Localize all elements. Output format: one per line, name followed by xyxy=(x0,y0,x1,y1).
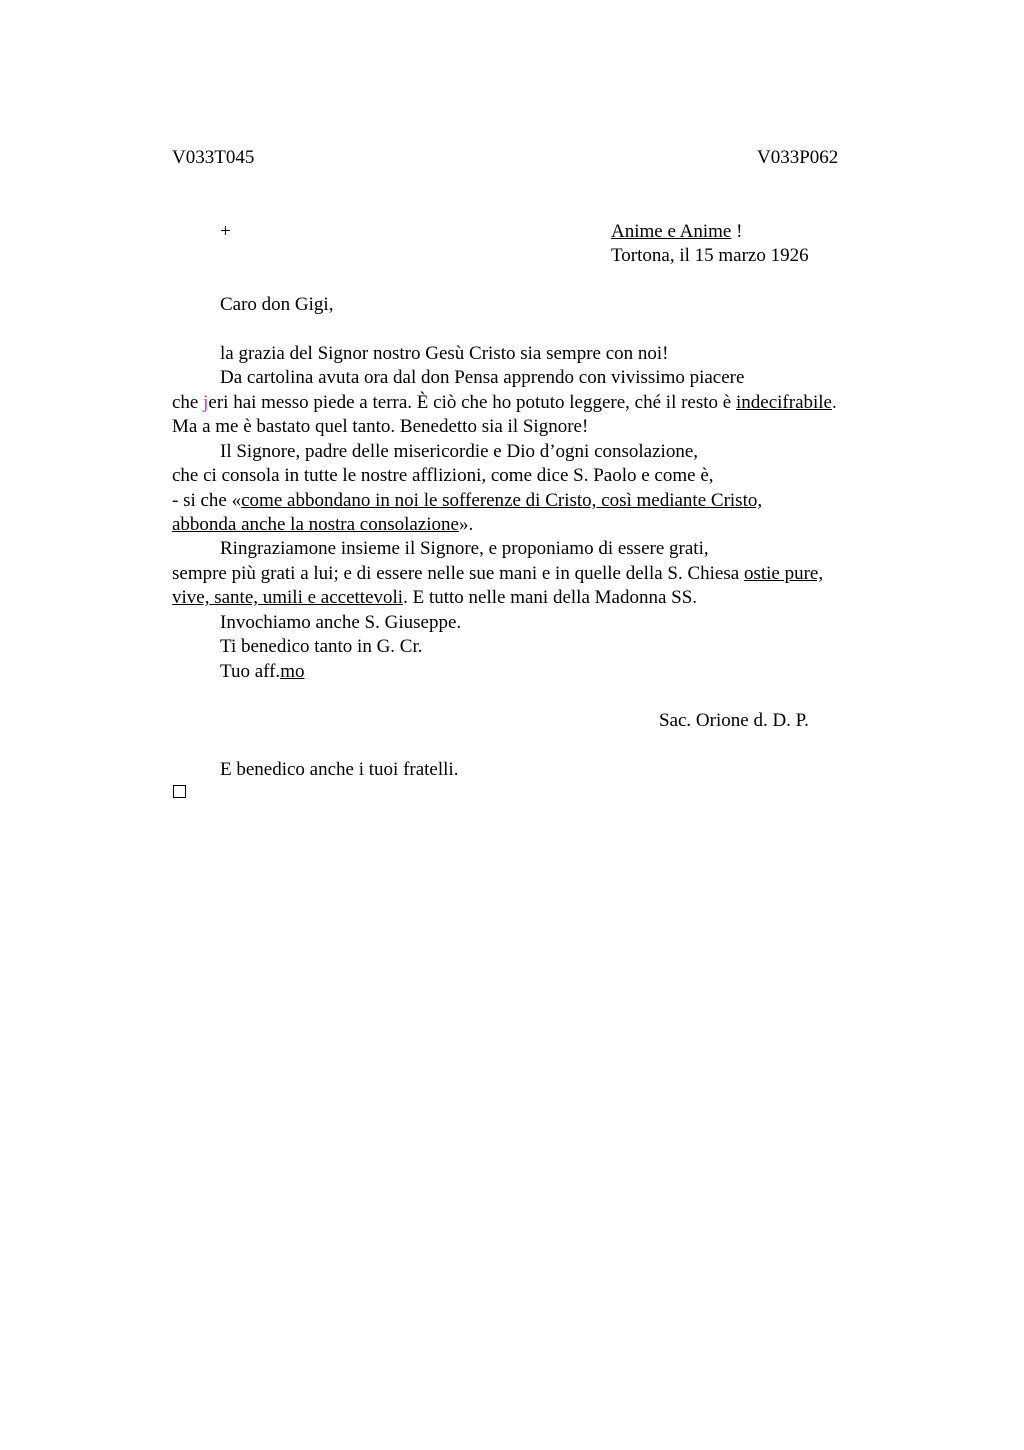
text-run: . xyxy=(832,392,837,413)
motto-underlined: Anime e Anime xyxy=(611,221,732,242)
underlined-quote: come abbondano in noi le sofferenze di Cristo, così mediante Cristo, xyxy=(241,490,763,511)
body-line-10 xyxy=(172,562,823,586)
body-line-6: che ci consola in tutte le nostre afflizioni, come dice S. Paolo e come è, xyxy=(172,465,714,486)
document-code-right: V033P062 xyxy=(757,147,839,168)
motto-exclamation: ! xyxy=(731,221,743,242)
text-run: ». xyxy=(459,514,474,535)
text-run: Tuo aff. xyxy=(220,661,281,682)
text-run: sempre più grati a lui; e di essere nelle sue mani e in quelle della S. Chiesa xyxy=(172,563,744,584)
text-run: eri hai messo piede a terra. È ciò che ho potuto leggere, ché il resto è xyxy=(208,392,736,413)
cross-symbol: + xyxy=(220,221,231,242)
body-line-12: Invochiamo anche S. Giuseppe. xyxy=(220,612,462,633)
body-line-1: la grazia del Signor nostro Gesù Cristo sia sempre con noi! xyxy=(220,343,669,364)
document-code-left: V033T045 xyxy=(172,147,255,168)
underlined-abbrev: mo xyxy=(280,661,305,682)
greeting: Caro don Gigi, xyxy=(220,294,334,315)
place-date: Tortona, il 15 marzo 1926 xyxy=(611,245,809,266)
underlined-phrase: vive, sante, umili e accettevoli xyxy=(172,587,404,608)
body-line-11 xyxy=(172,586,697,610)
highlighted-letter: j xyxy=(203,392,209,413)
signature: Sac. Orione d. D. P. xyxy=(659,710,809,731)
body-line-8 xyxy=(172,513,473,537)
body-line-9: Ringraziamone insieme il Signore, e proponiamo di essere grati, xyxy=(220,538,709,559)
motto xyxy=(611,220,742,244)
postscript: E benedico anche i tuoi fratelli. xyxy=(220,759,459,780)
closing-line xyxy=(220,660,304,684)
empty-square-icon xyxy=(173,785,186,798)
body-line-7 xyxy=(172,489,762,513)
underlined-word: indecifrabile xyxy=(735,392,832,413)
text-run: - si che « xyxy=(172,490,242,511)
body-line-2: Da cartolina avuta ora dal don Pensa apprendo con vivissimo piacere xyxy=(220,367,745,388)
body-line-13: Ti benedico tanto in G. Cr. xyxy=(220,636,423,657)
body-line-4: Ma a me è bastato quel tanto. Benedetto sia il Signore! xyxy=(172,416,589,437)
body-line-5: Il Signore, padre delle misericordie e Dio d’ogni consolazione, xyxy=(220,441,699,462)
underlined-quote: abbonda anche la nostra consolazione xyxy=(172,514,459,535)
text-run: che xyxy=(172,392,204,413)
body-line-3 xyxy=(172,391,837,415)
underlined-phrase: ostie pure, xyxy=(743,563,824,584)
text-run: . E tutto nelle mani della Madonna SS. xyxy=(403,587,698,608)
